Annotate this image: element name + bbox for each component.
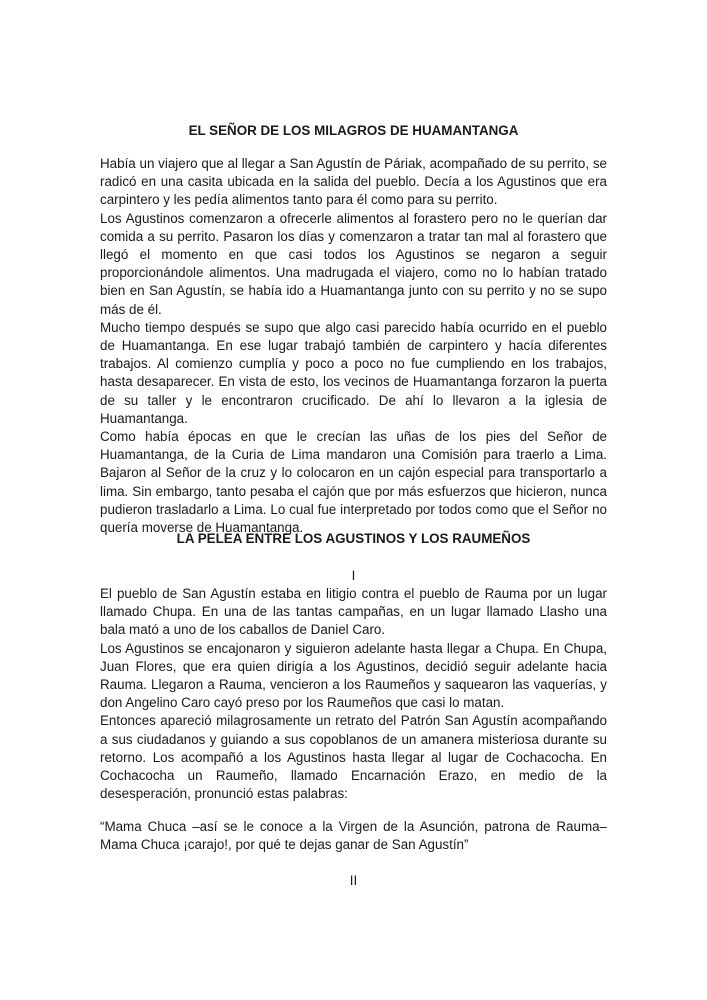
story-title-pelea: LA PELEA ENTRE LOS AGUSTINOS Y LOS RAUMEÑOS	[176, 531, 531, 546]
paragraph: Mucho tiempo después se supo que algo casi parecido había ocurrido en el pueblo de Huamantanga. En ese lugar trabajó también de carpintero y hacía diferentes trabajos. Al comienzo cumplía y poco a poco no fue cumpliendo en los trabajos, hasta desaparecer. En vista de esto, los vecinos de Huamantanga forzaron la puerta de su taller y le encontraron crucificado. De ahí lo llevaron a la iglesia de Huamantanga.	[100, 319, 607, 426]
paragraph: El pueblo de San Agustín estaba en litigio contra el pueblo de Rauma por un lugar llamado Chupa. En una de las tantas campañas, en un lugar llamado Llasho una bala mató a uno de los caballos de Daniel Caro.	[100, 586, 607, 638]
quote-paragraph	[100, 818, 607, 854]
paragraph: Los Agustinos se encajonaron y siguieron adelante hasta llegar a Chupa. En Chupa, Juan Flores, que era quien dirigía a los Agustinos, decidió seguir adelante hacia Rauma. Llegaron a Rauma, vencieron a los Raumeños y saquearon las vaquerías, y don Angelino Caro cayó preso por los Raumeños que casi lo matan.	[100, 640, 607, 711]
paragraph: Entonces apareció milagrosamente un retrato del Patrón San Agustín acompañando a sus ciudadanos y guiando a sus copoblanos de un amanera misteriosa durante su retorno. Los acompañó a los Agustinos hasta llegar al lugar de Cochacocha. En Cochacocha un Raumeño, llamado Encarnación Erazo, en medio de la desesperación, pronunció estas palabras:	[100, 713, 607, 802]
paragraph: Había un viajero que al llegar a San Agustín de Páriak, acompañado de su perrito, se radicó en una casita ubicada en la salida del pueblo. Decía a los Agustinos que era carpintero y les pedía alimentos tanto para él como para su perrito.	[100, 156, 607, 208]
part-heading-ii: II	[349, 873, 358, 888]
story-body-huamantanga	[100, 155, 607, 537]
quote-text: “Mama Chuca –así se le conoce a la Virgen de la Asunción, patrona de Rauma– Mama Chuca ¡carajo!, por qué te dejas ganar de San Agustín”	[100, 819, 607, 853]
paragraph: Los Agustinos comenzaron a ofrecerle alimentos al forastero pero no le querían dar comida a su perrito. Pasaron los días y comenzaron a tratar tan mal al forastero que llegó el momento en que casi todos los Agustinos se negaron a seguir proporcionándole alimentos. Una madrugada el viajero, como no lo habían tratado bien en San Agustín, se había ido a Huamantanga junto con su perrito y no se supo más de él.	[100, 210, 607, 317]
part-heading-i: I	[351, 568, 356, 583]
story-body-pelea	[100, 585, 607, 803]
paragraph: Como había épocas en que le crecían las uñas de los pies del Señor de Huamantanga, de la Curia de Lima mandaron una Comisión para traerlo a Lima. Bajaron al Señor de la cruz y lo colocaron en un cajón especial para transportarlo a lima. Sin embargo, tanto pesaba el cajón que por más esfuerzos que hicieron, nunca pudieron trasladarlo a Lima. Lo cual fue interpretado por todos como que el Señor no quería moverse de Huamantanga.	[100, 429, 607, 536]
story-title-huamantanga: EL SEÑOR DE LOS MILAGROS DE HUAMANTANGA	[188, 123, 519, 138]
